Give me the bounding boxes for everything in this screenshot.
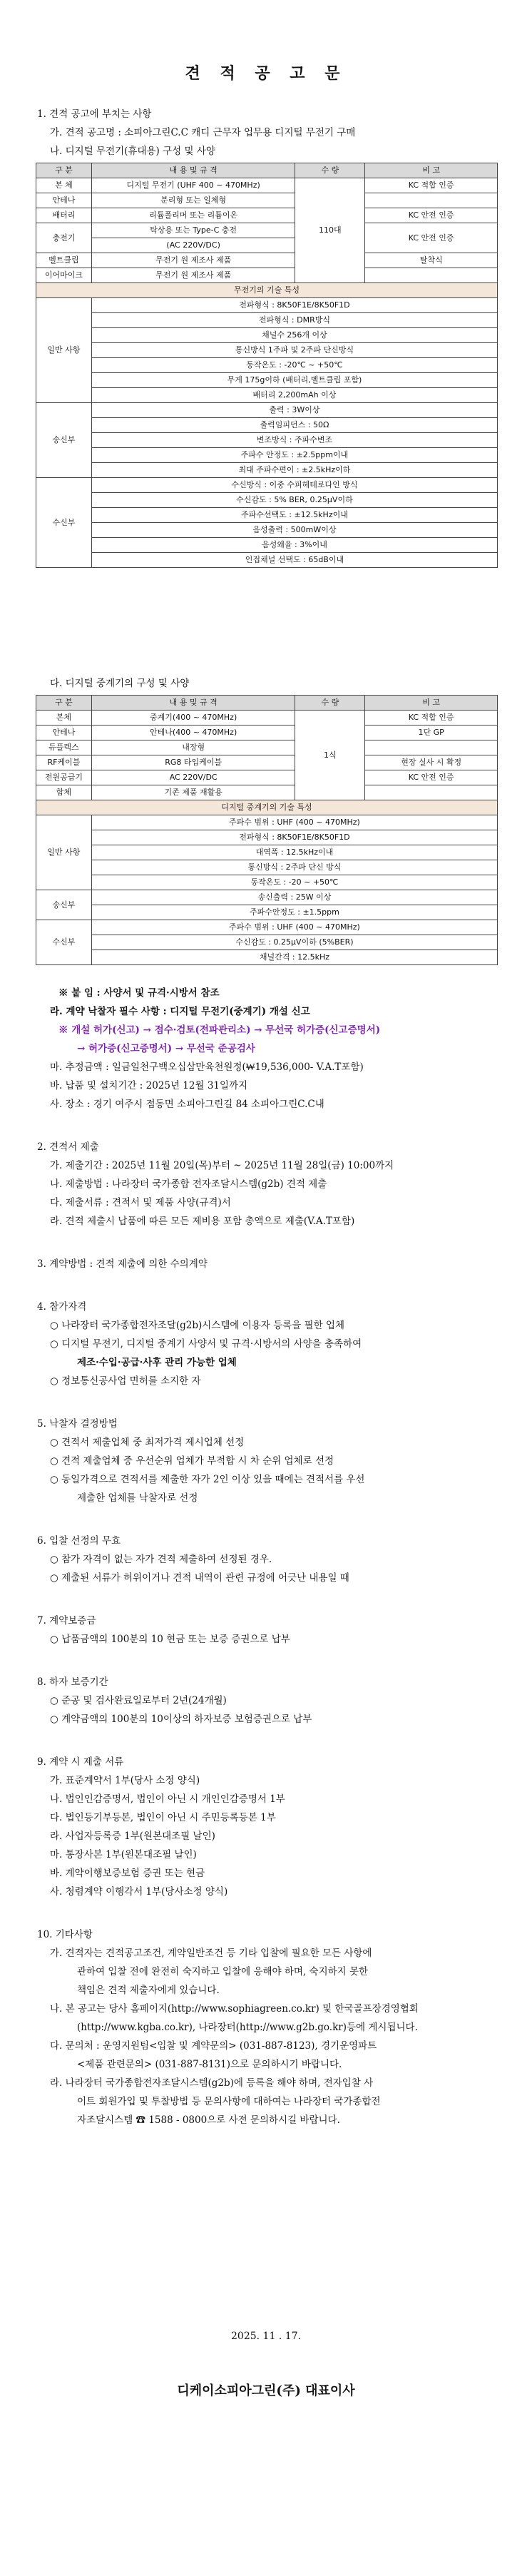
table-row: [36, 373, 498, 388]
table-cell: 변조방식 : 주파수변조: [91, 433, 497, 448]
table-row: [36, 755, 498, 770]
section-1a: 가. 견적 공고명 : 소피아그린C.C 캐디 근무자 업무용 디지털 무전기 구매: [50, 127, 356, 138]
section-10a-line-2: 관하여 입찰 전에 완전히 숙지하고 입찰에 응해야 하며, 숙지하지 못한: [77, 1966, 369, 1977]
table-section-row: [36, 800, 498, 815]
section-3-heading: 3. 계약방법 : 견적 제출에 의한 수의계약: [37, 1258, 208, 1270]
section-5c-line-2: 제출한 업체를 낙찰자로 선정: [77, 1492, 198, 1504]
table-cell: 현장 실사 시 확정: [365, 755, 498, 770]
table-cell: 탈착식: [365, 253, 498, 268]
table-cell: KC 안전 인증: [365, 770, 498, 785]
table-cell: 안테나(400 ~ 470MHz): [91, 726, 295, 740]
table-section-row: [36, 283, 498, 298]
section-4c: ○ 정보통신공사업 면허를 소지한 자: [50, 1375, 201, 1387]
table-row: [36, 493, 498, 508]
table-row: [36, 523, 498, 538]
table-cell: 수신방식 : 이중 수퍼헤테로다인 방식: [91, 478, 497, 493]
table-cell: 통신방식 : 2주파 단신 방식: [91, 860, 497, 875]
table-row: [36, 478, 498, 493]
permit-flow-line-2: → 허가증(신고증명서) → 무선국 준공검사: [77, 1043, 255, 1054]
issuer-signature: 디케이소피아그린(주) 대표이사: [177, 2383, 355, 2398]
table-cell: 인접채널 선택도 : 65dB이내: [91, 553, 497, 568]
table-cell: RG8 타입케이블: [91, 755, 295, 770]
table-row: [36, 538, 498, 553]
table-cell: 주파수 범위 : UHF (400 ~ 470MHz): [91, 815, 497, 830]
table-row: [36, 328, 498, 343]
table-row: [36, 553, 498, 568]
table-row: [36, 193, 498, 208]
table-cell: 무전기 원 제조사 제품: [91, 253, 295, 268]
section-1f: 바. 납품 및 설치기간 : 2025년 12월 31일까지: [50, 1080, 248, 1091]
table-cell: 리튬폴리머 또는 리튬이온: [91, 208, 295, 223]
table-row: [36, 253, 498, 268]
table-header-cell: 수 량: [295, 163, 365, 178]
section-9e: 마. 통장사본 1부(원본대조필 날인): [50, 1849, 197, 1860]
section-10c-line-1: 다. 문의처 : 운영지원팀<입찰 및 계약문의> (031-887-8123), 경기운영파트: [50, 2040, 377, 2052]
table-cell: 디지털 무전기 (UHF 400 ~ 470MHz): [91, 178, 295, 193]
table-cell: 무전기 원 제조사 제품: [91, 268, 295, 283]
section-10-heading: 10. 기타사항: [37, 1929, 93, 1940]
table-cell: 함체: [36, 785, 92, 800]
table-cell: 듀플렉스: [36, 740, 92, 755]
quantity-cell: 110대: [295, 178, 365, 283]
table-row: [36, 508, 498, 523]
section-9c: 다. 법인등기부등본, 법인이 아닌 시 주민등록등본 1부: [50, 1812, 276, 1823]
table-cell: [365, 785, 498, 800]
table-cell: 1단 GP: [365, 726, 498, 740]
table-cell: 통신방식 1주파 및 2주파 단신방식: [91, 343, 497, 358]
table-cell: 주파수 범위 : UHF (400 ~ 470MHz): [91, 920, 497, 935]
tech-section-header: 무전기의 기술 특성: [36, 283, 498, 298]
section-4-heading: 4. 참가자격: [37, 1301, 87, 1313]
table-header-cell: 수 량: [295, 696, 365, 711]
section-6b: ○ 제출된 서류가 허위이거나 견적 내역이 관련 규정에 어긋난 내용일 때: [50, 1572, 349, 1584]
section-5c-line-1: ○ 동일가격으로 견적서를 제출한 자가 2인 이상 있을 때에는 견적서를 우선: [50, 1474, 365, 1485]
table-cell: 배터리 2,200mAh 이상: [91, 388, 497, 403]
section-10c-line-2: <제품 관련문의> (031-887-8131)으로 문의하시기 바랍니다.: [77, 2059, 342, 2070]
table-header-cell: 비 고: [365, 163, 498, 178]
section-2c: 다. 제출서류 : 견적서 및 제품 사양(규격)서: [50, 1197, 231, 1208]
table-cell: 본 체: [36, 178, 92, 193]
table-cell: 중계기(400 ~ 470MHz): [91, 711, 295, 726]
table-row: [36, 785, 498, 800]
section-9a: 가. 표준계약서 1부(당사 소정 양식): [50, 1775, 200, 1786]
table-cell: 전파형식 : DMR방식: [91, 313, 497, 328]
section-2b: 나. 제출방법 : 나라장터 국가종합 전자조달시스템(g2b) 견적 제출: [50, 1178, 327, 1190]
table-header-cell: 비 고: [365, 696, 498, 711]
table-row: [36, 935, 498, 950]
table-cell: (AC 220V/DC): [91, 238, 295, 253]
section-10d-line-2: 이트 회원가입 및 투찰방법 등 문의사항에 대하여는 나라장터 국가종합전: [77, 2096, 381, 2107]
table-cell: 대역폭 : 12.5kHz이내: [91, 845, 497, 860]
table-cell: 안테나: [36, 193, 92, 208]
table-row: [36, 740, 498, 755]
section-7a: ○ 납품금액의 100분의 10 현금 또는 보증 증권으로 납부: [50, 1634, 290, 1645]
table-row: [36, 298, 498, 313]
table-cell: 벨트클립: [36, 253, 92, 268]
table-cell: 기존 제품 재활용: [91, 785, 295, 800]
table-row: [36, 343, 498, 358]
table-cell: [365, 193, 498, 208]
section-7-heading: 7. 계약보증금: [37, 1615, 96, 1626]
table-cell: 주파수선택도 : ±12.5kHz이내: [91, 508, 497, 523]
table-cell: [365, 740, 498, 755]
table-row: [36, 178, 498, 193]
table-cell: 주파수안정도 : ±1.5ppm: [91, 905, 497, 920]
rx-label-cell: 수신부: [36, 478, 92, 568]
section-4a: ○ 나라장터 국가종합전자조달(g2b)시스템에 이용자 등록을 필한 업체: [50, 1320, 344, 1331]
general-label-cell: 일반 사항: [36, 815, 92, 890]
table-header-cell: 구 분: [36, 696, 92, 711]
table-cell: 채널간격 : 12.5kHz: [91, 950, 497, 965]
table-row: [36, 313, 498, 328]
section-9g: 사. 청렴계약 이행각서 1부(당사소정 양식): [50, 1886, 228, 1898]
section-10d-line-3: 자조달시스템 ☎ 1588 - 0800으로 사전 문의하시길 바랍니다.: [77, 2114, 340, 2126]
table-row: [36, 388, 498, 403]
table-row: [36, 950, 498, 965]
repeater-spec-table: [36, 695, 498, 965]
table-cell: 동작온도 : -20 ~ +50℃: [91, 875, 497, 890]
table-cell: RF케이블: [36, 755, 92, 770]
table-row: [36, 463, 498, 478]
table-cell: [365, 268, 498, 283]
table-cell: 최대 주파수편이 : ±2.5kHz이하: [91, 463, 497, 478]
table-cell: 분리형 또는 일체형: [91, 193, 295, 208]
section-10d-line-1: 라. 나라장터 국가종합전자조달시스템(g2b)에 등록을 해야 하며, 전자입찰 사: [50, 2077, 374, 2089]
table-row: [36, 433, 498, 448]
section-1-heading: 1. 견적 공고에 부치는 사항: [37, 108, 152, 120]
table-row: [36, 726, 498, 740]
table-cell: 전파형식 : 8K50F1E/8K50F1D: [91, 830, 497, 845]
table-row: [36, 860, 498, 875]
table-row: [36, 358, 498, 373]
radio-spec-table: [36, 163, 498, 568]
section-5-heading: 5. 낙찰자 결정방법: [37, 1418, 118, 1430]
table-cell: KC 적합 인증: [365, 711, 498, 726]
table-row: [36, 770, 498, 785]
table-cell: 탁상용 또는 Type-C 충전: [91, 223, 295, 238]
table-cell: 출력임피던스 : 50Ω: [91, 418, 497, 433]
table-cell: 수신감도 : 5% BER, 0.25μV이하: [91, 493, 497, 508]
section-2-heading: 2. 견적서 제출: [37, 1141, 99, 1153]
table-row: [36, 223, 498, 238]
table-row: [36, 268, 498, 283]
table-cell: 음성왜율 : 3%이내: [91, 538, 497, 553]
quantity-cell: 1식: [295, 711, 365, 800]
section-8a: ○ 준공 및 검사완료일로부터 2년(24개월): [50, 1695, 227, 1706]
section-2a: 가. 제출기간 : 2025년 11월 20일(목)부터 ~ 2025년 11월 28일(금) 10:00까지: [50, 1160, 394, 1171]
section-2d: 라. 견적 제출시 납품에 따른 모든 제비용 포함 총액으로 제출(V.A.T포함): [50, 1216, 355, 1227]
table-cell: 안테나: [36, 726, 92, 740]
table-cell: 무게 175g이하 (배터리,벨트클립 포함): [91, 373, 497, 388]
section-4b-line-2: 제조·수입·공급·사후 관리 가능한 업체: [77, 1357, 237, 1368]
table-cell: KC 안전 인증: [365, 208, 498, 223]
tx-label-cell: 송신부: [36, 403, 92, 478]
table-cell: 본체: [36, 711, 92, 726]
table-cell: 충전기: [36, 223, 92, 253]
table-row: [36, 890, 498, 905]
table-header-cell: 내 용 및 규 격: [91, 696, 295, 711]
table-row: [36, 830, 498, 845]
tx-label-cell: 송신부: [36, 890, 92, 920]
section-10b-line-2: (http://www.kgba.co.kr), 나라장터(http://www.g2b.go.kr)등에 게시됩니다.: [77, 2022, 418, 2033]
rx-label-cell: 수신부: [36, 920, 92, 965]
section-10a-line-3: 책임은 견적 제출자에게 있습니다.: [77, 1985, 220, 1996]
general-label-cell: 일반 사항: [36, 298, 92, 403]
section-1b: 나. 디지털 무전기(휴대용) 구성 및 사양: [50, 146, 215, 157]
table-cell: 채널수 256개 이상: [91, 328, 497, 343]
table-cell: 전원공급기: [36, 770, 92, 785]
table-row: [36, 815, 498, 830]
document-date: 2025. 11 . 17.: [231, 2331, 301, 2342]
section-10b-line-1: 나. 본 공고는 당사 홈페이지(http://www.sophiagreen.co.kr) 및 한국골프장경영협회: [50, 2003, 419, 2015]
table-row: [36, 418, 498, 433]
section-6a: ○ 참가 자격이 없는 자가 견적 제출하여 선정된 경우.: [50, 1554, 272, 1565]
table-header-cell: 구 분: [36, 163, 92, 178]
table-header-row: [36, 696, 498, 711]
table-cell: AC 220V/DC: [91, 770, 295, 785]
tech-section-header: 디지털 중계기의 기술 특성: [36, 800, 498, 815]
table-row: [36, 845, 498, 860]
table-header-row: [36, 163, 498, 178]
section-9-heading: 9. 계약 시 제출 서류: [37, 1756, 124, 1768]
section-4b-line-1: ○ 디지털 무전기, 디지털 중계기 사양서 및 규격·시방서의 사양을 충족하여: [50, 1338, 362, 1350]
table-cell: 음성출력 : 500mW이상: [91, 523, 497, 538]
section-9f: 바. 계약이행보증보험 증권 또는 현금: [50, 1868, 205, 1879]
table-row: [36, 403, 498, 418]
table-cell: 전파형식 : 8K50F1E/8K50F1D: [91, 298, 497, 313]
table-cell: 배터리: [36, 208, 92, 223]
table-cell: 송신출력 : 25W 이상: [91, 890, 497, 905]
table-row: [36, 920, 498, 935]
section-1c: 다. 디지털 중계기의 구성 및 사양: [50, 678, 190, 689]
table-row: [36, 875, 498, 890]
section-5b: ○ 견적 제출업체 중 우선순위 업체가 부적합 시 차 순위 업체로 선정: [50, 1455, 334, 1467]
table-cell: 수신감도 : 0.25μV이하 (5%BER): [91, 935, 497, 950]
section-9d: 라. 사업자등록증 1부(원본대조필 날인): [50, 1831, 215, 1842]
section-10a-line-1: 가. 견적자는 견적공고조건, 계약일반조건 등 기타 입찰에 필요한 모든 사항에: [50, 1948, 372, 1959]
table-cell: 동작온도 : -20℃ ~ +50℃: [91, 358, 497, 373]
section-1g: 사. 장소 : 경기 여주시 점동면 소피아그린길 84 소피아그린C.C내: [50, 1099, 324, 1110]
table-cell: KC 적합 인증: [365, 178, 498, 193]
permit-flow-line-1: ※ 개설 허가(신고) → 점수·검토(전파관리소) → 무선국 허가증(신고증명서): [58, 1024, 381, 1036]
attachment-note: ※ 붙 임 : 사양서 및 규격·시방서 참조: [58, 987, 220, 999]
table-cell: 이어마이크: [36, 268, 92, 283]
section-1e: 마. 추정금액 : 일금일천구백오십삼만육천원정(₩19,536,000- V.A.T포함): [50, 1062, 364, 1073]
table-cell: 출력 : 3W이상: [91, 403, 497, 418]
table-row: [36, 208, 498, 223]
section-6-heading: 6. 입찰 선정의 무효: [37, 1535, 121, 1547]
table-row: [36, 711, 498, 726]
section-1d: 라. 계약 낙찰자 필수 사항 : 디지털 무전기(중계기) 개설 신고: [50, 1006, 310, 1017]
section-9b: 나. 법인인감증명서, 법인이 아닌 시 개인인감증명서 1부: [50, 1793, 285, 1805]
table-row: [36, 905, 498, 920]
section-5a: ○ 견적서 제출업체 중 최저가격 제시업체 선정: [50, 1437, 245, 1448]
table-row: [36, 448, 498, 463]
table-cell: 내장형: [91, 740, 295, 755]
document-title: 견 적 공 고 문: [185, 64, 347, 83]
table-header-cell: 내 용 및 규 격: [91, 163, 295, 178]
table-cell: KC 안전 인증: [365, 223, 498, 253]
table-cell: 주파수 안정도 : ±2.5ppm이내: [91, 448, 497, 463]
section-8b: ○ 계약금액의 100분의 10이상의 하자보증 보험증권으로 납부: [50, 1714, 312, 1725]
section-8-heading: 8. 하자 보증기간: [37, 1676, 108, 1688]
